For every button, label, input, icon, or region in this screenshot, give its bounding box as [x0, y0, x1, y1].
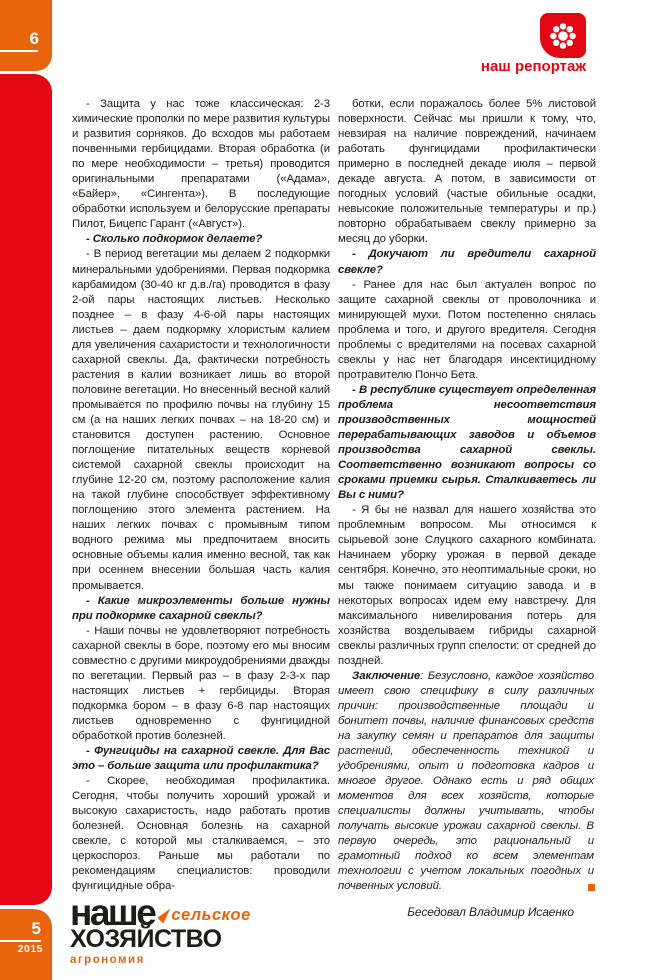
section-title: наш репортаж [480, 58, 586, 75]
column-2-wrap [338, 97, 596, 921]
column-2 [338, 97, 596, 894]
issue-number: 5 [31, 919, 41, 938]
magazine-logo [70, 892, 251, 966]
logo-word-khozyaystvo: ХОЗЯЙСТВО [70, 925, 222, 953]
body-paragraph: - Наши почвы не удовлетворяют потребность сахарной свеклы в боре, поэтому его мы вносим совместно с другими микроудобрениями дважды по вегетации. Первый раз – в фазу 2-3-х пар настоящих листьев + гербициды. Вторая подкормка бором – в фазу 6-8 пар настоящих листьев одновременно с фунгицидной обработкой против болезней. [72, 624, 330, 742]
logo-triangle-icon [157, 909, 170, 924]
conclusion-text: : Безусловно, каждое хозяйство имеет свою специфику в силу различных причин: производственные площади и бонитет почвы, наличие финансовых средств на закупку семян и препаратов для защиты растений, обеспеченность техникой и удобрениями, опыт и подготовка кадров и многое другое. Однако есть и ряд общих моментов для всех хозяйств, которые специалисты должны учитывать, чтобы получать высокие урожаи сахарной свеклы. В первую очередь, это рациональный и грамотный подход ко всем элементам технологии с учетом локальных погодных и почвенных условий. [338, 669, 594, 893]
conclusion-paragraph [338, 669, 596, 895]
rail-divider-line [0, 50, 38, 52]
body-paragraph: - Защита у нас тоже классическая: 2-3 химические прополки по мере развития культуры и развития сорняков. До всходов мы работаем почвенными гербицидами. Вторая обработка (и по мере необходимости – третья) проводится оригинальными препаратами («Адама», «Байер», «Сингента»). В последующие обработки используем и белорусские препараты Пилот, Бицепс Гарант («Август»). [72, 98, 330, 231]
issue-year: 2015 [17, 943, 43, 955]
flower-icon [547, 20, 579, 52]
article-body [72, 97, 596, 921]
section-badge [540, 13, 586, 58]
question-paragraph: - Сколько подкормок делаете? [86, 233, 263, 246]
page-number-tab-top [0, 0, 52, 71]
logo-script-selskoe: сельское [171, 905, 251, 924]
issue-tab-bottom [0, 909, 52, 980]
logo-tagline-agronomiya: агрономия [70, 954, 145, 966]
body-paragraph: ботки, если поражалось более 5% листовой поверхности. Сейчас мы пришли к тому, что, невзирая на наличие повреждений, начинаем работать фунгицидами профилактически примерно в последней декаде июля – первой декаде августа. А потом, в зависимости от погодных условий (частые обильные осадки, невысокие положительные температуры и пр.) повторно обрабатываем свеклу примерно за месяц до уборки. [338, 98, 596, 246]
question-paragraph: - В республике существует определенная проблема несоответствия производственных мощностей перерабатывающих заводов и объемов производства сахарной свеклы. Соответственно возникают вопросы со сроками приемки сырья. Сталкиваетесь ли Вы с ними? [338, 383, 596, 502]
question-paragraph: - Докучают ли вредители сахарной свекле? [338, 248, 596, 276]
body-paragraph: - Я бы не назвал для нашего хозяйства это проблемным вопросом. Мы относимся к сырьевой зоне Слуцкого сахарного комбината. Начинаем уборку урожая в первой декаде сентября. Конечно, это неоптимальные сроки, но мы также понимаем ситуацию завода и в некоторых вопросах идем ему навстречу. Для максимального нивелирования потерь для хозяйства возделываем гибриды сахарной свеклы различных групп спелости: от средней до поздней. [338, 504, 596, 667]
question-paragraph: - Фунгициды на сахарной свекле. Для Вас это – больше защита или профилактика? [72, 745, 330, 773]
logo-word-nashe: наше [70, 892, 155, 934]
body-paragraph: - В период вегетации мы делаем 2 подкормки минеральными удобрениями. Первая подкормка карбамидом (30-40 кг д.в./га) проводится в фазу 2-ой пары настоящих листьев. Несколько позднее – в фазу 4-6-ой пары настоящих листьев – даем подкормку хлористым калием для увеличения сахаристости и технологичности сахарной свеклы. Да, фактически потребность растения в калии возникает лишь во второй половине вегетации. Но внесенный весной калий промывается по профилю почвы на глубину 15 см (а на наших легких почвах – на 18-20 см) и становится доступен растению. Основное поглощение питательных веществ корневой системой сахарной свеклы происходит на глубине 12-20 см, поэтому расположение калия на такой глубине способствует эффективному поглощению этого элемента растением. На наших легких почвах с промывным типом водного режима мы предпочитаем вносить основные объемы калия именно весной, так как при осеннем внесении большая часть калия промывается. [72, 248, 330, 592]
body-paragraph: - Скорее, необходимая профилактика. Сегодня, чтобы получить хороший урожай и высокую сахаристость, надо работать против болезней. Основная болезнь на сахарной свекле, с которой мы сталкиваемся, – это церкоспороз. Раньше мы работали по рекомендациям специалистов: проводили фунгицидные обра- [72, 775, 330, 893]
end-marker [588, 884, 595, 891]
column-1 [72, 97, 330, 921]
byline: Беседовал Владимир Исаенко [407, 905, 574, 920]
rail-divider-line [0, 940, 41, 942]
conclusion-label: Заключение [352, 669, 421, 682]
question-paragraph: - Какие микроэлементы больше нужны при подкормке сахарной свеклы? [72, 594, 330, 622]
red-side-bar [0, 74, 52, 905]
page-number-top: 6 [29, 29, 39, 48]
body-paragraph: - Ранее для нас был актуален вопрос по защите сахарной свеклы от проволочника и минирующей мухи. Потом постепенно снялась проблема и того, и другого вредителя. Сегодня проблемы с вредителями на посевах сахарной свеклы у нас нет благодаря инсектицидному протравителю Пончо Бета. [338, 278, 596, 381]
